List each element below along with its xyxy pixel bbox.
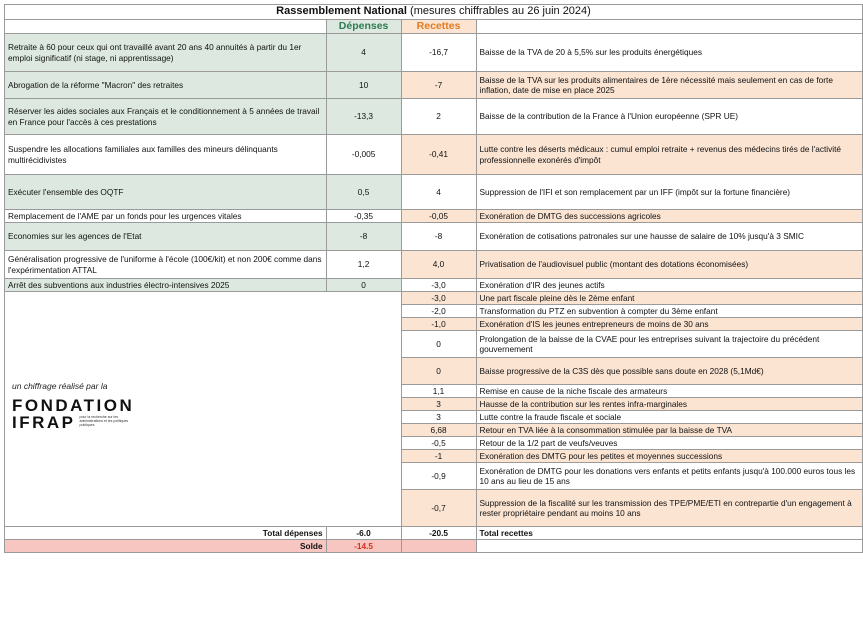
recette-label: Baisse de la contribution de la France à l'Union européenne (SPR UE) — [476, 99, 862, 135]
total-recettes-label: Total recettes — [476, 527, 862, 540]
recette-value: -0,7 — [401, 490, 476, 527]
recette-label: Exonération de cotisations patronales sur une hausse de salaire de 10% jusqu'à 3 SMIC — [476, 223, 862, 251]
recette-value: -0,05 — [401, 210, 476, 223]
recette-value: 2 — [401, 99, 476, 135]
recette-value: 3 — [401, 398, 476, 411]
depense-value: -8 — [326, 223, 401, 251]
recette-label: Exonération de DMTG des successions agricoles — [476, 210, 862, 223]
total-recettes-value: -20.5 — [401, 527, 476, 540]
recette-label: Prolongation de la baisse de la CVAE pour les entreprises suivant la trajectoire du précédent gouvernement — [476, 331, 862, 358]
solde-empty — [401, 540, 476, 553]
recette-value: 4 — [401, 175, 476, 210]
depense-value: -0,35 — [326, 210, 401, 223]
depense-label: Remplacement de l'AME par un fonds pour les urgences vitales — [5, 210, 327, 223]
recette-label: Remise en cause de la niche fiscale des armateurs — [476, 385, 862, 398]
recette-label: Suppression de la fiscalité sur les transmission des TPE/PME/ETI en contrepartie d'un engagement à rester propriétaire pendant au moins 10 ans — [476, 490, 862, 527]
logo-tagline: pour la recherche sur les administrations et les politiques publiques — [79, 415, 129, 428]
recette-label: Baisse de la TVA sur les produits alimentaires de 1ère nécessité mais seulement en cas de forte inflation, date de mise en place 2025 — [476, 72, 862, 99]
recette-value: -0,5 — [401, 437, 476, 450]
recette-value: 3 — [401, 411, 476, 424]
recette-label: Hausse de la contribution sur les rentes infra-marginales — [476, 398, 862, 411]
depense-value: -13,3 — [326, 99, 401, 135]
recette-value: -1,0 — [401, 318, 476, 331]
recette-label: Baisse de la TVA de 20 à 5,5% sur les produits énergétiques — [476, 34, 862, 72]
budget-table — [4, 4, 863, 553]
depense-label: Arrêt des subventions aux industries électro-intensives 2025 — [5, 279, 327, 292]
header-blank-left — [5, 20, 327, 34]
depense-label: Réserver les aides sociales aux Français et le conditionnement à 5 années de travail en France pour l'accès à ces prestations — [5, 99, 327, 135]
depense-label: Abrogation de la réforme "Macron" des retraites — [5, 72, 327, 99]
recette-value: -2,0 — [401, 305, 476, 318]
depense-value: -0,005 — [326, 135, 401, 175]
recette-value: 1,1 — [401, 385, 476, 398]
total-depenses-value: -6.0 — [326, 527, 401, 540]
title-party: Rassemblement National — [276, 5, 407, 18]
header-depenses: Dépenses — [326, 20, 401, 34]
recette-label: Exonération des DMTG pour les petites et moyennes successions — [476, 450, 862, 463]
recette-value: -0,41 — [401, 135, 476, 175]
total-depenses-label: Total dépenses — [5, 527, 327, 540]
title-subtitle: (mesures chiffrables au 26 juin 2024) — [406, 5, 591, 18]
recette-label: Privatisation de l'audiovisuel public (montant des dotations économisées) — [476, 251, 862, 279]
recette-label: Exonération d'IS les jeunes entrepreneurs de moins de 30 ans — [476, 318, 862, 331]
depense-value: 4 — [326, 34, 401, 72]
depense-value: 0 — [326, 279, 401, 292]
depense-value: 1,2 — [326, 251, 401, 279]
ifrap-logo — [12, 397, 394, 431]
depense-value: 10 — [326, 72, 401, 99]
solde-blank — [476, 540, 862, 553]
recette-label: Une part fiscale pleine dès le 2ème enfant — [476, 292, 862, 305]
recette-value: -0,9 — [401, 463, 476, 490]
recette-value: 0 — [401, 358, 476, 385]
credit-block — [8, 381, 398, 436]
header-blank-right — [476, 20, 862, 34]
recette-label: Lutte contre la fraude fiscale et sociale — [476, 411, 862, 424]
recette-label: Exonération de DMTG pour les donations vers enfants et petits enfants jusqu'à 100.000 euros tous les 10 ans au lieu de 15 ans — [476, 463, 862, 490]
depense-label: Suspendre les allocations familiales aux familles des mineurs délinquants multirécidivistes — [5, 135, 327, 175]
solde-value: -14.5 — [326, 540, 401, 553]
recette-label: Lutte contre les déserts médicaux : cumul emploi retraite + revenus des médecins tirés de l'activité professionnelle exonérés d'impôt — [476, 135, 862, 175]
recette-label: Baisse progressive de la C3S dès que possible sans doute en 2028 (5,1Md€) — [476, 358, 862, 385]
depense-label: Economies sur les agences de l'Etat — [5, 223, 327, 251]
depense-label: Exécuter l'ensemble des OQTF — [5, 175, 327, 210]
recette-label: Retour de la 1/2 part de veufs/veuves — [476, 437, 862, 450]
recette-label: Transformation du PTZ en subvention à compter du 3ème enfant — [476, 305, 862, 318]
recette-value: -3,0 — [401, 279, 476, 292]
solde-label: Solde — [5, 540, 327, 553]
recette-value: -3,0 — [401, 292, 476, 305]
credit-area — [5, 292, 402, 527]
recette-label: Exonération d'IR des jeunes actifs — [476, 279, 862, 292]
table-title — [5, 5, 863, 20]
recette-value: 4,0 — [401, 251, 476, 279]
recette-label: Retour en TVA liée à la consommation stimulée par la baisse de TVA — [476, 424, 862, 437]
depense-label: Retraite à 60 pour ceux qui ont travaillé avant 20 ans 40 annuités à partir du 1er emploi significatif (ni stage, ni apprentissage) — [5, 34, 327, 72]
depense-value: 0,5 — [326, 175, 401, 210]
recette-value: -8 — [401, 223, 476, 251]
recette-value: -1 — [401, 450, 476, 463]
credit-text: un chiffrage réalisé par la — [12, 381, 108, 392]
recette-value: 6,68 — [401, 424, 476, 437]
header-recettes: Recettes — [401, 20, 476, 34]
depense-label: Généralisation progressive de l'uniforme à l'école (100€/kit) et non 200€ comme dans l'expérimentation ATTAL — [5, 251, 327, 279]
recette-label: Suppression de l'IFI et son remplacement par un IFF (impôt sur la fortune financière) — [476, 175, 862, 210]
recette-value: -16,7 — [401, 34, 476, 72]
recette-value: 0 — [401, 331, 476, 358]
logo-ifrap: IFRAP — [12, 412, 76, 432]
recette-value: -7 — [401, 72, 476, 99]
logo-fondation: FONDATION — [12, 395, 135, 415]
